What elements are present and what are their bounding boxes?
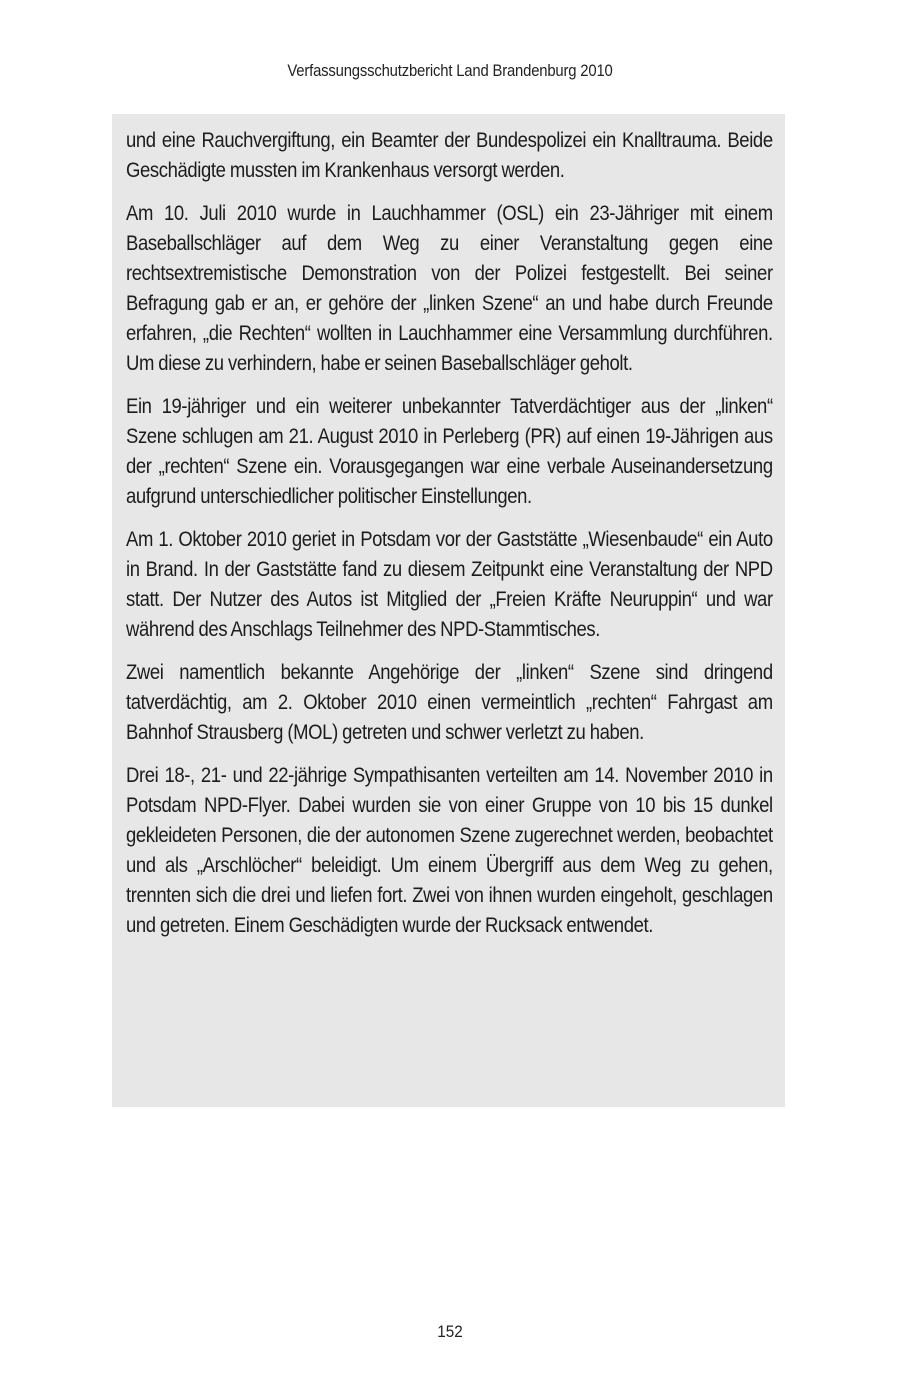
paragraph-potsdam-wiesenbaude: Am 1. Oktober 2010 geriet in Potsdam vor der Gaststätte „Wiesenbaude“ ein Auto in Brand. In der Gaststätte fand zu diesem Zeitpunkt eine Veranstaltung der NPD statt. Der Nutzer des Autos ist Mitglied der „Freien Kräfte Neuruppin“ und war während des Anschlags Teilnehmer des NPD-Stammtisches. xyxy=(126,527,773,641)
running-header: Verfassungsschutzbericht Land Brandenburg 2010 xyxy=(287,62,613,80)
paragraph-lauchhammer: Am 10. Juli 2010 wurde in Lauchhammer (OSL) ein 23-Jähriger mit einem Baseballschläger auf dem Weg zu einer Veranstaltung gegen eine rechtsextremistische Demonstration von der Polizei festgestellt. Bei seiner Befragung gab er an, er gehöre der „linken Szene“ an und habe durch Freunde erfahren, „die Rechten“ wollten in Lauchhammer eine Versammlung durchführen. Um diese zu verhindern, habe er seinen Baseballschläger geholt. xyxy=(126,201,773,375)
highlighted-text-box xyxy=(112,114,785,1107)
paragraph-continuation: und eine Rauchvergiftung, ein Beamter der Bundespolizei ein Knalltrauma. Beide Geschädigte mussten im Krankenhaus versorgt werden. xyxy=(126,128,773,182)
paragraph-potsdam-flyer: Drei 18-, 21- und 22-jährige Sympathisanten verteilten am 14. November 2010 in Potsdam NPD-Flyer. Dabei wurden sie von einer Gruppe von 10 bis 15 dunkel gekleideten Personen, die der autonomen Szene zugerechnet werden, beobachtet und als „Arschlöcher“ beleidigt. Um einem Übergriff aus dem Weg zu gehen, trennten sich die drei und liefen fort. Zwei von ihnen wurden eingeholt, geschlagen und getreten. Einem Geschädigten wurde der Rucksack entwendet. xyxy=(126,763,773,937)
paragraph-strausberg: Zwei namentlich bekannte Angehörige der „linken“ Szene sind dringend tatverdächtig, am 2. Oktober 2010 einen vermeintlich „rechten“ Fahrgast am Bahnhof Strausberg (MOL) getreten und schwer verletzt zu haben. xyxy=(126,660,773,744)
page-number: 152 xyxy=(437,1322,463,1341)
paragraph-perleberg: Ein 19-jähriger und ein weiterer unbekannter Tatverdächtiger aus der „linken“ Szene schlugen am 21. August 2010 in Perleberg (PR) auf einen 19-Jährigen aus der „rechten“ Szene ein. Vorausgegangen war eine verbale Auseinandersetzung aufgrund unterschiedlicher politischer Einstellungen. xyxy=(126,394,773,508)
